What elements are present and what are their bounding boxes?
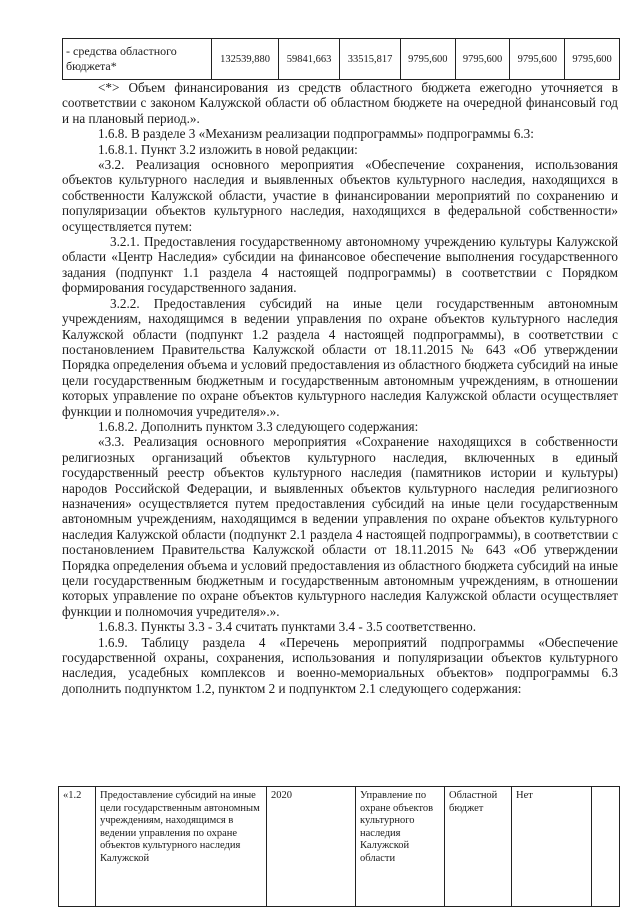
- budget-value-cell: 33515,817: [340, 39, 401, 80]
- measure-total: [592, 787, 620, 907]
- budget-value-cell: 9795,600: [455, 39, 510, 80]
- budget-value-cell: 9795,600: [510, 39, 565, 80]
- budget-row: [63, 39, 620, 80]
- paragraph-3-2-2: 3.2.2. Предоставления субсидий на иные цели государственным автономным учреждениям, находящимся в ведении управления по охране объектов культурного наследия Калужской области (подпункт 1.2 раздела 4 настоящей подпрограммы), в соответствии с постановлением Правительства Калужской области от 18.11.2015 № 643 «Об утверждении Порядка определения объема и условий предоставления из областного бюджета субсидий на иные цели государственным бюджетным и государственным автономным учреждениям, в отношении которых управление по охране объектов культурного наследия Калужской области осуществляет функции и полномочия учредителя».».: [62, 295, 618, 419]
- measure-name: Предоставление субсидий на иные цели государственным автономным учреждениям, находящимся в ведении управления по охране объектов культурного наследия Калужской: [96, 787, 267, 907]
- budget-table: [62, 38, 620, 80]
- measure-executor: Управление по охране объектов культурного наследия Калужской области: [356, 787, 445, 907]
- table-row: [59, 787, 620, 907]
- budget-row-label: - средства областного бюджета*: [63, 39, 212, 80]
- paragraph-1-6-8-2: 1.6.8.2. Дополнить пунктом 3.3 следующего содержания:: [98, 418, 419, 434]
- paragraph-1-6-8-1: 1.6.8.1. Пункт 3.2 изложить в новой редакции:: [98, 141, 358, 157]
- paragraph-3-3: «3.3. Реализация основного мероприятия «Сохранение находящихся в собственности религиозных организаций объектов культурного наследия, включенных в единый государственный реестр объектов культурного наследия (памятников истории и культуры) народов Российской Федерации, и выявленных объектов культурного наследия религиозного назначения» осуществляется путем предоставления субсидий на иные цели государственным автономным учреждениям, находящимся в ведении управления по охране объектов культурного наследия Калужской области (подпункт 2.1 раздела 4 настоящей подпрограммы), в соответствии с постановлением Правительства Калужской области от 18.11.2015 № 643 «Об утверждении Порядка определения объема и условий предоставления из областного бюджета субсидий на иные цели государственным бюджетным и государственным автономным учреждениям, в отношении которых управление по охране объектов культурного наследия Калужской области осуществляет функции и полномочия учредителя».».: [62, 434, 618, 619]
- footnote: <*> Объем финансирования из средств областного бюджета ежегодно уточняется в соответствии с законом Калужской области об областном бюджете на очередной финансовый год и на плановый период.».: [62, 80, 618, 126]
- measure-amount: Нет: [512, 787, 592, 907]
- budget-value-cell: 9795,600: [401, 39, 456, 80]
- measure-year: 2020: [267, 787, 356, 907]
- document-body: [62, 80, 618, 696]
- budget-value-cell: 132539,880: [212, 39, 279, 80]
- paragraph-1-6-9: 1.6.9. Таблицу раздела 4 «Перечень мероприятий подпрограммы «Обеспечение государственной охраны, сохранения, использования и популяризации объектов культурного наследия, усадебных комплексов и военно-мемориальных объектов» подпрограммы 6.3 дополнить подпунктом 1.2, пунктом 2 и подпунктом 2.1 следующего содержания:: [62, 634, 618, 696]
- measures-table: [58, 786, 620, 907]
- measure-source: Областной бюджет: [445, 787, 512, 907]
- measure-number: «1.2: [59, 787, 96, 907]
- paragraph-3-2-1: 3.2.1. Предоставления государственному автономному учреждению культуры Калужской области «Центр Наследия» субсидии на финансовое обеспечение выполнения государственного задания (подпункт 1.1 раздела 4 настоящей подпрограммы) в соответствии с Порядком формирования государственного задания.: [62, 234, 618, 296]
- paragraph-1-6-8: 1.6.8. В разделе 3 «Механизм реализации подпрограммы» подпрограммы 6.3:: [98, 126, 534, 142]
- paragraph-3-2: «3.2. Реализация основного мероприятия «Обеспечение сохранения, использования объектов культурного наследия и выявленных объектов культурного наследия, находящихся в собственности Калужской области, участие в финансировании мероприятий по сохранению и популяризации объектов культурного наследия, находящихся в федеральной собственности» осуществляется путем:: [62, 157, 618, 234]
- budget-value-cell: 9795,600: [565, 39, 620, 80]
- paragraph-1-6-8-3: 1.6.8.3. Пункты 3.3 - 3.4 считать пунктами 3.4 - 3.5 соответственно.: [98, 619, 477, 635]
- budget-value-cell: 59841,663: [279, 39, 340, 80]
